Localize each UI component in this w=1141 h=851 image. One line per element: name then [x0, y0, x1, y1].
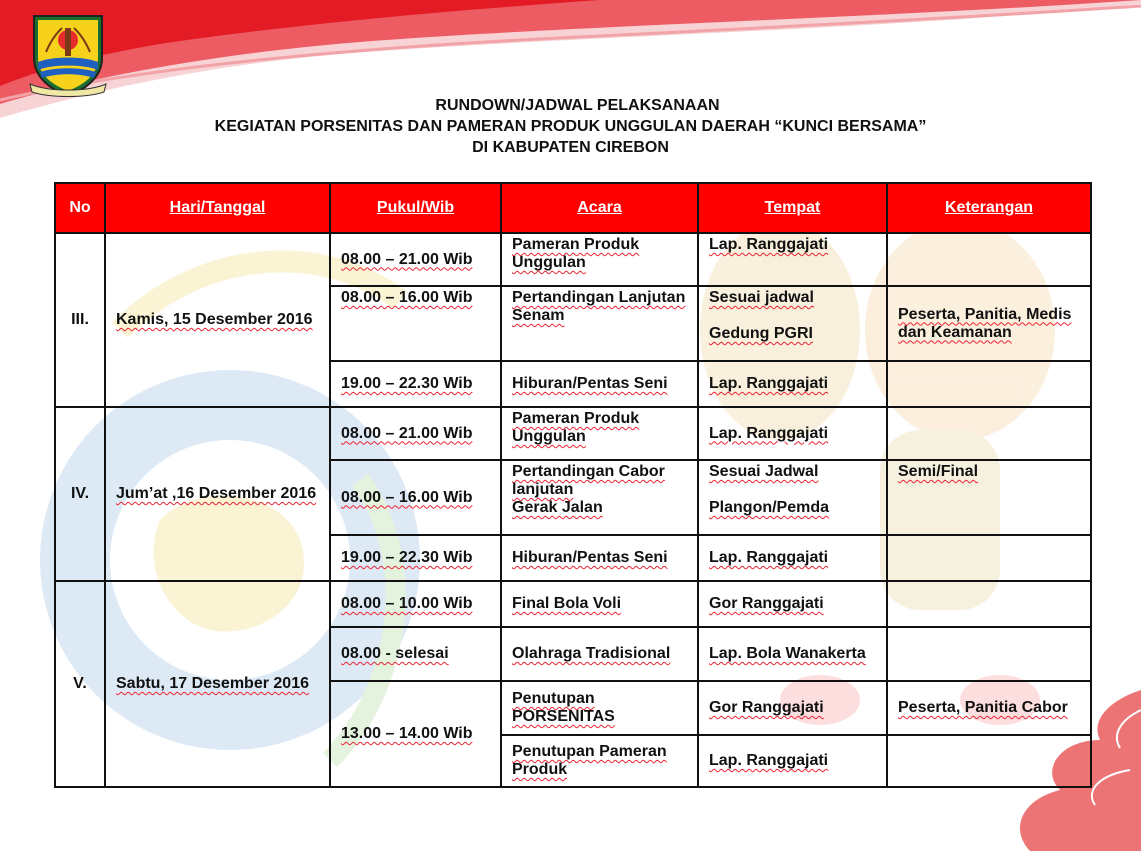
note-cell — [887, 681, 1091, 735]
event-text: Hiburan/Pentas Seni — [512, 549, 668, 566]
place-text: Lap. Bola Wanakerta — [709, 645, 866, 662]
rundown-table — [54, 182, 1092, 788]
time-cell — [330, 681, 501, 787]
day-date — [105, 407, 330, 581]
time-cell — [330, 535, 501, 581]
time-text: 08.00 – 21.00 Wib — [341, 250, 473, 268]
note-cell — [887, 581, 1091, 627]
place-cell — [698, 681, 887, 735]
note-cell — [887, 535, 1091, 581]
event-text: Senam — [512, 307, 565, 324]
place-text: Lap. Ranggajati — [709, 236, 829, 253]
event-text: Pertandingan Lanjutan — [512, 289, 686, 306]
note-cell — [887, 627, 1091, 681]
place-text: Sesuai Jadwal — [709, 463, 819, 480]
event-text: Penutupan PORSENITAS — [512, 690, 615, 725]
time-cell — [330, 460, 501, 535]
event-text: Hiburan/Pentas Seni — [512, 375, 668, 392]
place-cell — [698, 233, 887, 286]
event-text: Penutupan Pameran Produk — [512, 743, 667, 778]
date-text: Sabtu, 17 Desember 2016 — [116, 675, 309, 692]
place-cell — [698, 627, 887, 681]
place-cell — [698, 361, 887, 407]
event-cell — [501, 407, 698, 460]
event-text: Pameran Produk Unggulan — [512, 410, 640, 445]
event-text: Gerak Jalan — [512, 499, 603, 516]
note-text: Peserta, Panitia Cabor — [898, 699, 1068, 716]
column-header-no: No — [55, 183, 105, 233]
event-cell — [501, 286, 698, 361]
place-text: Lap. Ranggajati — [709, 424, 829, 442]
title-line-2: KEGIATAN PORSENITAS DAN PAMERAN PRODUK UNGGULAN DAERAH “KUNCI BERSAMA” — [214, 118, 927, 135]
time-text: 19.00 – 22.30 Wib — [341, 549, 473, 566]
event-cell — [501, 460, 698, 535]
event-text: Olahraga Tradisional — [512, 645, 671, 662]
table-header-row — [55, 183, 1091, 233]
event-cell — [501, 581, 698, 627]
time-text: 08.00 – 21.00 Wib — [341, 424, 473, 442]
place-text: Lap. Ranggajati — [709, 375, 829, 392]
place-text: Gor Ranggajati — [709, 699, 824, 716]
place-cell — [698, 735, 887, 787]
place-cell — [698, 535, 887, 581]
place-cell — [698, 581, 887, 627]
time-text: 08.00 – 16.00 Wib — [341, 488, 473, 506]
table-row — [55, 233, 1091, 286]
place-text: Gor Ranggajati — [709, 595, 824, 612]
title-line-1: RUNDOWN/JADWAL PELAKSANAAN — [435, 97, 720, 114]
day-number: III. — [55, 233, 105, 407]
time-cell — [330, 627, 501, 681]
note-cell — [887, 361, 1091, 407]
place-cell — [698, 460, 887, 535]
time-cell — [330, 286, 501, 361]
note-cell — [887, 286, 1091, 361]
event-text: Final Bola Voli — [512, 595, 622, 612]
table-row — [55, 581, 1091, 627]
day-number: IV. — [55, 407, 105, 581]
date-text: Jum’at ,16 Desember 2016 — [116, 485, 317, 502]
time-text: 13.00 – 14.00 Wib — [341, 725, 473, 742]
time-text: 08.00 – 16.00 Wib — [341, 289, 473, 306]
title-line-3: DI KABUPATEN CIREBON — [472, 139, 669, 156]
date-text: Kamis, 15 Desember 2016 — [116, 311, 313, 328]
event-cell — [501, 233, 698, 286]
place-text: Gedung PGRI — [709, 325, 813, 342]
kabupaten-cirebon-logo — [28, 12, 108, 98]
note-text: Semi/Final — [898, 463, 979, 480]
document-title — [0, 95, 1141, 158]
note-cell — [887, 233, 1091, 286]
event-cell — [501, 681, 698, 735]
time-cell — [330, 407, 501, 460]
event-cell — [501, 627, 698, 681]
event-text: Pameran Produk Unggulan — [512, 236, 640, 271]
note-cell — [887, 407, 1091, 460]
column-header-time: Pukul/Wib — [330, 183, 501, 233]
place-text: Lap. Ranggajati — [709, 752, 829, 769]
column-header-event: Acara — [501, 183, 698, 233]
time-cell — [330, 233, 501, 286]
note-cell — [887, 460, 1091, 535]
time-cell — [330, 361, 501, 407]
place-text: Plangon/Pemda — [709, 499, 830, 516]
column-header-place: Tempat — [698, 183, 887, 233]
day-date — [105, 233, 330, 407]
place-text: Lap. Ranggajati — [709, 549, 829, 566]
place-text: Sesuai jadwal — [709, 289, 814, 306]
place-cell — [698, 286, 887, 361]
note-text: Peserta, Panitia, Medis dan Keamanan — [898, 305, 1072, 341]
day-number: V. — [55, 581, 105, 787]
place-cell — [698, 407, 887, 460]
time-cell — [330, 581, 501, 627]
event-text: Pertandingan Cabor lanjutan — [512, 463, 665, 498]
event-cell — [501, 535, 698, 581]
time-text: 08.00 – 10.00 Wib — [341, 595, 473, 612]
time-text: 08.00 - selesai — [341, 645, 449, 662]
note-cell — [887, 735, 1091, 787]
column-header-note: Keterangan — [887, 183, 1091, 233]
column-header-date: Hari/Tanggal — [105, 183, 330, 233]
day-date — [105, 581, 330, 787]
time-text: 19.00 – 22.30 Wib — [341, 375, 473, 392]
event-cell — [501, 735, 698, 787]
table-row — [55, 407, 1091, 460]
event-cell — [501, 361, 698, 407]
